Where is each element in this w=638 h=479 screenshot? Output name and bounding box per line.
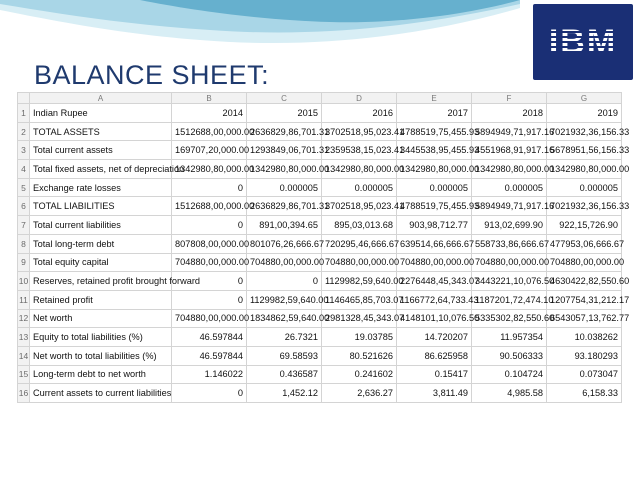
table-cell: 4630422,82,550.60 [547, 272, 622, 291]
table-cell: 4551968,91,917.16 [472, 141, 547, 160]
table-row [18, 122, 622, 141]
table-cell: 913,02,699.90 [472, 216, 547, 235]
table-cell: 922,15,726.90 [547, 216, 622, 235]
table-cell: 19.03785 [322, 328, 397, 347]
table-row [18, 141, 622, 160]
row-label: Total long-term debt [30, 234, 172, 253]
table-cell: 4788519,75,455.93 [397, 122, 472, 141]
column-letter: B [172, 93, 247, 104]
table-cell: 2981328,45,343.07 [322, 309, 397, 328]
table-cell: 0 [172, 272, 247, 291]
table-row [18, 365, 622, 384]
table-cell: 2636829,86,701.31 [247, 197, 322, 216]
table-cell: 903,98,712.77 [397, 216, 472, 235]
table-cell: 0.000005 [547, 178, 622, 197]
row-number: 8 [18, 234, 30, 253]
table-cell: 3702518,95,023.41 [322, 197, 397, 216]
table-cell: 7021932,36,156.33 [547, 122, 622, 141]
table-cell: 80.521626 [322, 346, 397, 365]
table-cell: 169707,20,000.00 [172, 141, 247, 160]
column-letter: C [247, 93, 322, 104]
table-cell: 10.038262 [547, 328, 622, 347]
table-cell: 4148101,10,076.50 [397, 309, 472, 328]
row-number: 13 [18, 328, 30, 347]
table-cell: 558733,86,666.67 [472, 234, 547, 253]
table-cell: 6,158.33 [547, 384, 622, 403]
table-cell: 2359538,15,023.41 [322, 141, 397, 160]
table-row [18, 328, 622, 347]
table-cell: 93.180293 [547, 346, 622, 365]
column-letter: A [30, 93, 172, 104]
table-cell: 704880,00,000.00 [172, 253, 247, 272]
table-cell: 720295,46,666.67 [322, 234, 397, 253]
table-cell: 639514,66,666.67 [397, 234, 472, 253]
table-cell: 5894949,71,917.16 [472, 197, 547, 216]
table-row [18, 384, 622, 403]
row-number: 2 [18, 122, 30, 141]
table-cell: 1342980,80,000.00 [472, 160, 547, 179]
table-row [18, 197, 622, 216]
table-cell: 704880,00,000.00 [247, 253, 322, 272]
table-cell: 2014 [172, 104, 247, 123]
table-cell: 2015 [247, 104, 322, 123]
table-cell: 895,03,013.68 [322, 216, 397, 235]
table-cell: 0.000005 [322, 178, 397, 197]
table-cell: 1129982,59,640.00 [322, 272, 397, 291]
table-cell: 7021932,36,156.33 [547, 197, 622, 216]
table-cell: 26.7321 [247, 328, 322, 347]
table-row [18, 309, 622, 328]
row-label: Equity to total liabilities (%) [30, 328, 172, 347]
table-cell: 1207754,31,212.17 [547, 290, 622, 309]
slide-title: BALANCE SHEET: [34, 60, 270, 90]
row-label: Long-term debt to net worth [30, 365, 172, 384]
row-label: Total fixed assets, net of depreciation [30, 160, 172, 179]
row-label: Total equity capital [30, 253, 172, 272]
table-cell: 704880,00,000.00 [472, 253, 547, 272]
table-cell: 90.506333 [472, 346, 547, 365]
table-cell: 1293849,06,701.31 [247, 141, 322, 160]
column-letter: E [397, 93, 472, 104]
table-cell: 4788519,75,455.93 [397, 197, 472, 216]
table-cell: 3702518,95,023.41 [322, 122, 397, 141]
table-cell: 2016 [322, 104, 397, 123]
row-label: Indian Rupee [30, 104, 172, 123]
table-cell: 0.436587 [247, 365, 322, 384]
table-cell: 1146465,85,703.07 [322, 290, 397, 309]
table-cell: 3,811.49 [397, 384, 472, 403]
table-cell: 1342980,80,000.00 [172, 160, 247, 179]
table-cell: 5894949,71,917.16 [472, 122, 547, 141]
row-label: TOTAL LIABILITIES [30, 197, 172, 216]
table-cell: 2017 [397, 104, 472, 123]
row-number: 15 [18, 365, 30, 384]
row-number: 14 [18, 346, 30, 365]
table-row [18, 346, 622, 365]
row-label: Retained profit [30, 290, 172, 309]
logo-text: IBM [548, 22, 618, 61]
table-row [18, 160, 622, 179]
row-number: 10 [18, 272, 30, 291]
row-label: Total current assets [30, 141, 172, 160]
row-label: Net worth [30, 309, 172, 328]
ibm-logo [533, 4, 633, 80]
table-cell: 5678951,56,156.33 [547, 141, 622, 160]
row-label: Total current liabilities [30, 216, 172, 235]
table-cell: 704880,00,000.00 [397, 253, 472, 272]
table-cell: 0 [172, 216, 247, 235]
table-cell: 1834862,59,640.00 [247, 309, 322, 328]
row-number: 6 [18, 197, 30, 216]
table-row [18, 216, 622, 235]
table-cell: 2018 [472, 104, 547, 123]
table-cell: 0.000005 [247, 178, 322, 197]
table-cell: 1187201,72,474.10 [472, 290, 547, 309]
column-letter: G [547, 93, 622, 104]
table-cell: 0.000005 [472, 178, 547, 197]
table-cell: 0 [172, 290, 247, 309]
table-cell: 86.625958 [397, 346, 472, 365]
table-cell: 2019 [547, 104, 622, 123]
row-number: 5 [18, 178, 30, 197]
table-cell: 0.241602 [322, 365, 397, 384]
table-cell: 5335302,82,550.60 [472, 309, 547, 328]
table-cell: 704880,00,000.00 [322, 253, 397, 272]
table-cell: 801076,26,666.67 [247, 234, 322, 253]
table-cell: 1512688,00,000.00 [172, 197, 247, 216]
table-cell: 1166772,64,733.43 [397, 290, 472, 309]
table-cell: 3443221,10,076.50 [472, 272, 547, 291]
table-cell: 807808,00,000.00 [172, 234, 247, 253]
row-number: 11 [18, 290, 30, 309]
table-cell: 1512688,00,000.00 [172, 122, 247, 141]
table-row [18, 253, 622, 272]
table-cell: 0.000005 [397, 178, 472, 197]
table-cell: 4,985.58 [472, 384, 547, 403]
row-label: Net worth to total liabilities (%) [30, 346, 172, 365]
corner-cell [18, 93, 30, 104]
table-cell: 0.15417 [397, 365, 472, 384]
table-cell: 2636829,86,701.31 [247, 122, 322, 141]
row-number: 16 [18, 384, 30, 403]
column-letter: D [322, 93, 397, 104]
table-cell: 1342980,80,000.00 [397, 160, 472, 179]
table-cell: 2276448,45,343.07 [397, 272, 472, 291]
table-row [18, 234, 622, 253]
table-cell: 891,00,394.65 [247, 216, 322, 235]
table-cell: 46.597844 [172, 346, 247, 365]
table-cell: 0 [172, 384, 247, 403]
table-cell: 0.104724 [472, 365, 547, 384]
column-header-row [18, 93, 622, 104]
table-row [18, 178, 622, 197]
table-cell: 0 [172, 178, 247, 197]
row-number: 7 [18, 216, 30, 235]
table-cell: 0 [247, 272, 322, 291]
table-cell: 46.597844 [172, 328, 247, 347]
table-cell: 14.720207 [397, 328, 472, 347]
table-cell: 1,452.12 [247, 384, 322, 403]
row-number: 12 [18, 309, 30, 328]
table-row [18, 104, 622, 123]
column-letter: F [472, 93, 547, 104]
table-cell: 1342980,80,000.00 [247, 160, 322, 179]
table-cell: 704880,00,000.00 [547, 253, 622, 272]
table-cell: 69.58593 [247, 346, 322, 365]
table-cell: 1.146022 [172, 365, 247, 384]
row-number: 3 [18, 141, 30, 160]
table-cell: 704880,00,000.00 [172, 309, 247, 328]
table-cell: 3445538,95,455.93 [397, 141, 472, 160]
table-cell: 0.073047 [547, 365, 622, 384]
table-cell: 477953,06,666.67 [547, 234, 622, 253]
row-label: Exchange rate losses [30, 178, 172, 197]
table-cell: 1342980,80,000.00 [547, 160, 622, 179]
table-cell: 6543057,13,762.77 [547, 309, 622, 328]
table-cell: 2,636.27 [322, 384, 397, 403]
table-row [18, 272, 622, 291]
row-label: TOTAL ASSETS [30, 122, 172, 141]
balance-sheet-table [17, 92, 630, 412]
table-row [18, 290, 622, 309]
row-number: 1 [18, 104, 30, 123]
table-cell: 1342980,80,000.00 [322, 160, 397, 179]
row-number: 9 [18, 253, 30, 272]
table-cell: 1129982,59,640.00 [247, 290, 322, 309]
table-cell: 11.957354 [472, 328, 547, 347]
row-label: Current assets to current liabilities [30, 384, 172, 403]
row-number: 4 [18, 160, 30, 179]
row-label: Reserves, retained profit brought forward [30, 272, 172, 291]
